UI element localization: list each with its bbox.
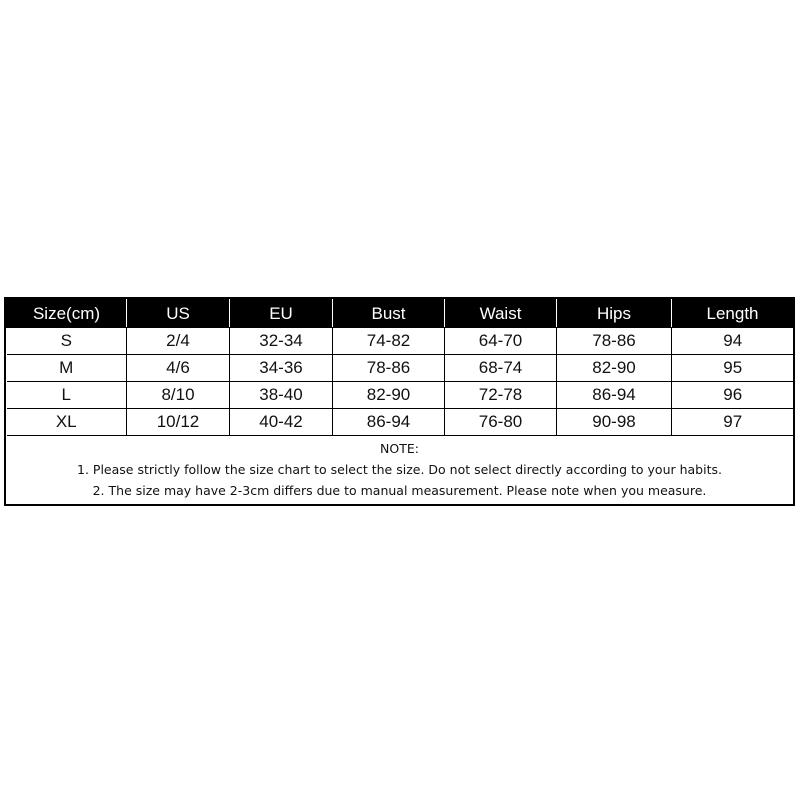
table-cell: 64-70 <box>445 328 557 355</box>
table-row <box>7 382 794 409</box>
table-cell: 4/6 <box>127 355 230 382</box>
table-row <box>7 355 794 382</box>
header-size: Size(cm) <box>7 300 127 328</box>
table-cell: 10/12 <box>127 409 230 436</box>
table-cell: 94 <box>672 328 794 355</box>
table-cell: 86-94 <box>333 409 445 436</box>
notes-section <box>6 436 793 504</box>
size-table <box>6 299 794 436</box>
table-cell: 78-86 <box>557 328 672 355</box>
table-cell: 82-90 <box>333 382 445 409</box>
notes-title: NOTE: <box>380 441 419 456</box>
table-row <box>7 409 794 436</box>
table-cell: 78-86 <box>333 355 445 382</box>
table-cell: 76-80 <box>445 409 557 436</box>
header-eu: EU <box>230 300 333 328</box>
table-cell: 96 <box>672 382 794 409</box>
table-cell: L <box>7 382 127 409</box>
header-bust: Bust <box>333 300 445 328</box>
table-header-row <box>7 300 794 328</box>
table-cell: 82-90 <box>557 355 672 382</box>
table-cell: 2/4 <box>127 328 230 355</box>
header-us: US <box>127 300 230 328</box>
note-line-2: 2. The size may have 2-3cm differs due to manual measurement. Please note when you measure. <box>92 483 707 498</box>
table-cell: 40-42 <box>230 409 333 436</box>
note-line-1: 1. Please strictly follow the size chart to select the size. Do not select directly according to your habits. <box>77 462 722 477</box>
table-cell: 8/10 <box>127 382 230 409</box>
table-cell: S <box>7 328 127 355</box>
table-cell: 32-34 <box>230 328 333 355</box>
header-hips: Hips <box>557 300 672 328</box>
table-cell: 72-78 <box>445 382 557 409</box>
table-cell: 38-40 <box>230 382 333 409</box>
table-cell: 86-94 <box>557 382 672 409</box>
size-chart <box>4 297 795 506</box>
table-cell: 34-36 <box>230 355 333 382</box>
table-cell: XL <box>7 409 127 436</box>
table-cell: 90-98 <box>557 409 672 436</box>
table-cell: 68-74 <box>445 355 557 382</box>
table-cell: 95 <box>672 355 794 382</box>
table-row <box>7 328 794 355</box>
header-waist: Waist <box>445 300 557 328</box>
table-cell: M <box>7 355 127 382</box>
table-cell: 74-82 <box>333 328 445 355</box>
table-cell: 97 <box>672 409 794 436</box>
header-length: Length <box>672 300 794 328</box>
